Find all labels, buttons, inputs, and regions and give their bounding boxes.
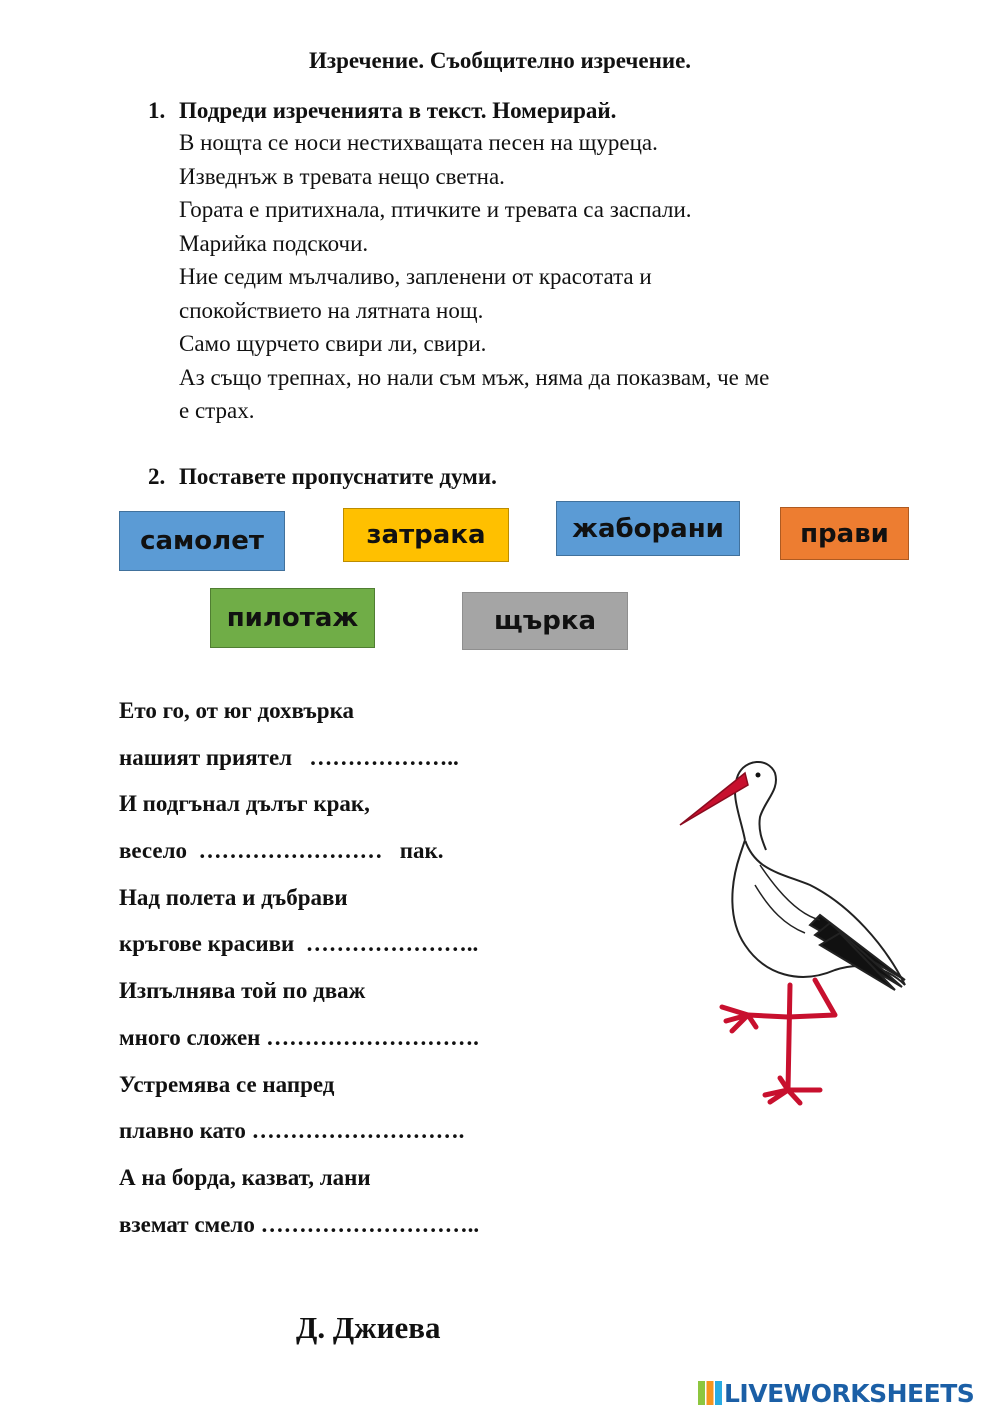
poem-line: И подгънал дълъг крак,	[119, 791, 370, 817]
sentence-list	[179, 126, 899, 428]
task-2-heading	[148, 464, 497, 490]
word-chip-pravi[interactable]: прави	[780, 507, 909, 560]
word-chip-pilotazh[interactable]: пилотаж	[210, 588, 375, 648]
poem-line-blank[interactable]: плавно като ……………………….	[119, 1118, 465, 1144]
sentence-line: Аз също трепнах, но нали съм мъж, няма да показвам, че ме	[179, 364, 770, 390]
poem-line-blank[interactable]: много сложен ……………………….	[119, 1024, 479, 1050]
poem-line: Ето го, от юг дохвърка	[119, 698, 354, 723]
stork-illustration	[670, 745, 920, 1115]
task-2-number: 2.	[148, 464, 166, 489]
task-1-heading	[148, 98, 616, 124]
stork-eye	[756, 773, 761, 778]
poem-line: Устремява се напред	[119, 1071, 335, 1097]
sentence-line: е страх.	[179, 398, 255, 423]
liveworksheets-brand	[698, 1378, 974, 1408]
task-1-number: 1.	[148, 98, 166, 123]
word-chip-zhaborani[interactable]: жаборани	[556, 501, 740, 556]
sentence-line: Гората е притихнала, птичките и тревата са заспали.	[179, 197, 692, 222]
task-2-heading-text: Поставете пропуснатите думи.	[179, 464, 497, 489]
poem-line-blank[interactable]: кръгове красиви …………………..	[119, 931, 479, 957]
word-chip-zatraka[interactable]: затрака	[343, 508, 509, 562]
sentence-line: Марийка подскочи.	[179, 230, 369, 256]
page-title: Изречение. Съобщително изречение.	[308, 48, 692, 73]
brand-text: LIVEWORKSHEETS	[724, 1378, 975, 1408]
sentence-line: Ние седим мълчаливо, запленени от красотата и	[179, 264, 652, 289]
liveworksheets-logo-icon	[698, 1381, 722, 1405]
word-chip-shtarka[interactable]: щърка	[462, 592, 628, 650]
poem-line-blank[interactable]: вземат смело ………………………..	[119, 1211, 480, 1237]
sentence-line: спокойствието на лятната нощ.	[179, 297, 484, 323]
poem	[119, 695, 479, 1255]
sentence-line: Изведнъж в тревата нещо светна.	[179, 163, 505, 189]
poem-line: А на борда, казват, лани	[119, 1164, 371, 1190]
poem-line-blank[interactable]: весело …………………… пак.	[119, 838, 444, 864]
sentence-line: Само щурчето свири ли, свири.	[179, 331, 487, 356]
author-name: Д. Джиева	[296, 1310, 441, 1345]
sentence-line: В нощта се носи нестихващата песен на щуреца.	[179, 130, 658, 155]
task-1-heading-text: Подреди изреченията в текст. Номерирай.	[179, 98, 617, 123]
poem-line-blank[interactable]: нашият приятел ………………..	[119, 744, 459, 770]
word-chip-samolet[interactable]: самолет	[119, 511, 285, 571]
poem-line: Над полета и дъбрави	[119, 884, 348, 910]
poem-line: Изпълнява той по дваж	[119, 978, 366, 1004]
